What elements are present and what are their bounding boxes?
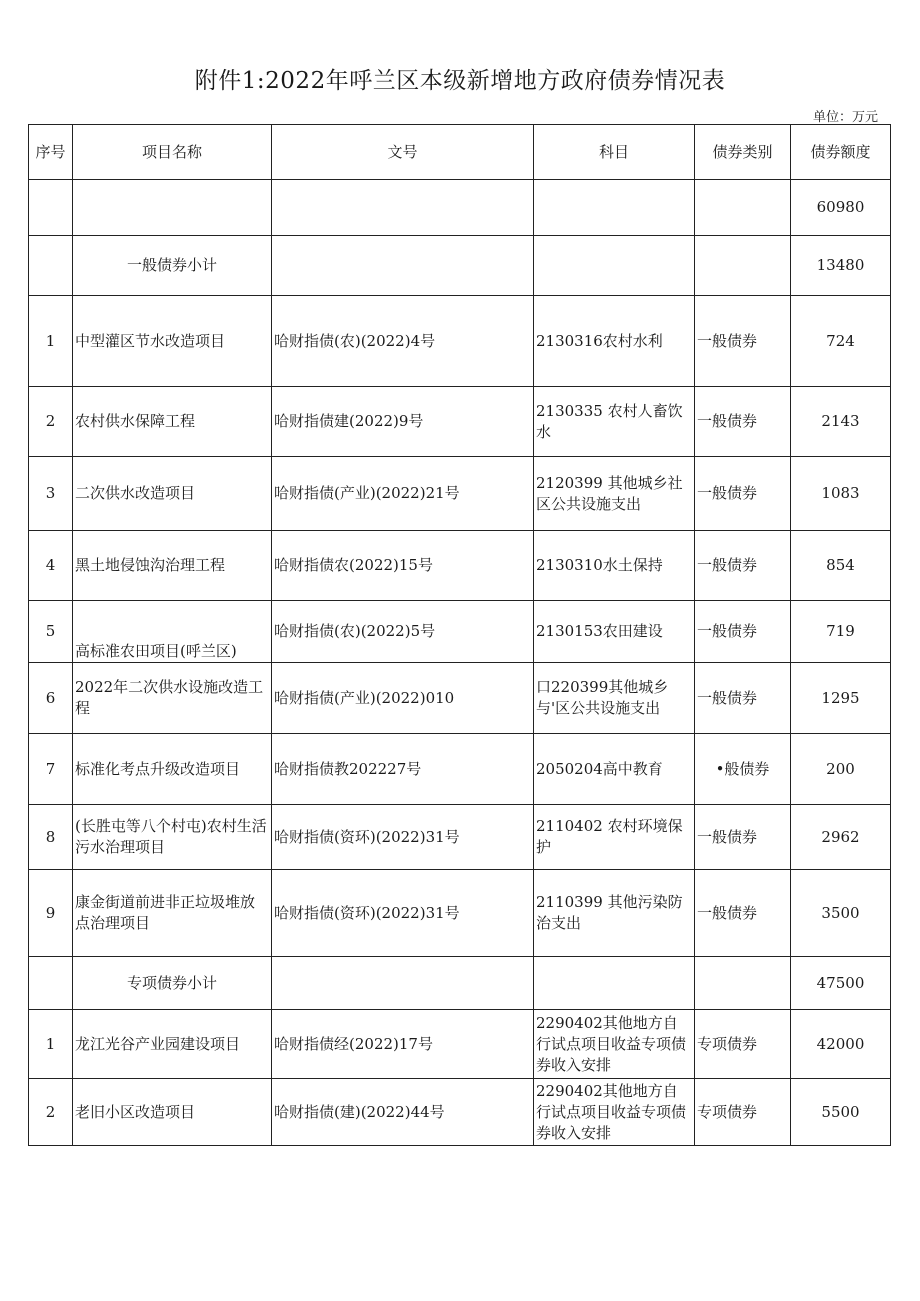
header-cell: 序号 <box>29 125 73 180</box>
row-amount: 5500 <box>791 1079 891 1146</box>
row-name: 农村供水保障工程 <box>73 387 272 457</box>
row-amount: 854 <box>791 531 891 601</box>
table-row <box>29 1010 891 1079</box>
table-row <box>29 805 891 870</box>
row-subject: 2110402 农村环境保护 <box>534 805 695 870</box>
row-name: 二次供水改造项目 <box>73 457 272 531</box>
row-name: 标准化考点升级改造项目 <box>73 734 272 805</box>
header-cell: 科目 <box>534 125 695 180</box>
row-subject: 2130316农村水利 <box>534 296 695 387</box>
header-row <box>29 125 891 180</box>
table-row <box>29 457 891 531</box>
special-subtotal-row <box>29 957 891 1010</box>
row-type: 一般债券 <box>695 531 791 601</box>
row-amount: 719 <box>791 601 891 663</box>
row-amount: 42000 <box>791 1010 891 1079</box>
row-type: 一般债券 <box>695 601 791 663</box>
row-doc: 哈财指债(农)(2022)5号 <box>272 601 534 663</box>
row-no: 9 <box>29 870 73 957</box>
row-type: 专项债券 <box>695 1010 791 1079</box>
special-subtotal-label: 专项债券小计 <box>73 957 272 1010</box>
row-amount: 2143 <box>791 387 891 457</box>
row-doc: 哈财指债教202227号 <box>272 734 534 805</box>
unit-label: 单位：万元 <box>812 110 878 125</box>
row-no: 7 <box>29 734 73 805</box>
header-cell: 债券额度 <box>791 125 891 180</box>
general-subtotal-amount: 13480 <box>791 236 891 296</box>
row-amount: 2962 <box>791 805 891 870</box>
total-amount: 60980 <box>791 180 891 236</box>
row-name: 中型灌区节水改造项目 <box>73 296 272 387</box>
general-subtotal-label: 一般债券小计 <box>73 236 272 296</box>
row-no: 1 <box>29 296 73 387</box>
row-subject: 2130335 农村人畜饮水 <box>534 387 695 457</box>
row-name: (长胜屯等八个村屯)农村生活污水治理项目 <box>73 805 272 870</box>
special-subtotal-amount: 47500 <box>791 957 891 1010</box>
row-subject: 口220399其他城乡与'区公共设施支出 <box>534 663 695 734</box>
row-subject: 2120399 其他城乡社区公共设施支出 <box>534 457 695 531</box>
row-no: 4 <box>29 531 73 601</box>
row-doc: 哈财指债农(2022)15号 <box>272 531 534 601</box>
table-row <box>29 1079 891 1146</box>
table-row <box>29 387 891 457</box>
row-no: 2 <box>29 387 73 457</box>
row-amount: 3500 <box>791 870 891 957</box>
row-amount: 724 <box>791 296 891 387</box>
row-subject: 2050204高中教育 <box>534 734 695 805</box>
page-title: 附件1:2022年呼兰区本级新增地方政府债券情况表 <box>194 68 726 94</box>
row-type: •般债券 <box>695 734 791 805</box>
row-no: 2 <box>29 1079 73 1146</box>
row-doc: 哈财指债(产业)(2022)010 <box>272 663 534 734</box>
row-no: 5 <box>29 601 73 663</box>
row-type: 一般债券 <box>695 457 791 531</box>
row-doc: 哈财指债(资环)(2022)31号 <box>272 870 534 957</box>
row-type: 一般债券 <box>695 296 791 387</box>
header-cell: 项目名称 <box>73 125 272 180</box>
row-doc: 哈财指债(资环)(2022)31号 <box>272 805 534 870</box>
row-subject: 2130153农田建设 <box>534 601 695 663</box>
row-no: 1 <box>29 1010 73 1079</box>
row-type: 专项债券 <box>695 1079 791 1146</box>
total-row <box>29 180 891 236</box>
row-subject: 2290402其他地方自行试点项目收益专项债券收入安排 <box>534 1079 695 1146</box>
row-no: 6 <box>29 663 73 734</box>
header-cell: 债券类别 <box>695 125 791 180</box>
row-doc: 哈财指债经(2022)17号 <box>272 1010 534 1079</box>
row-doc: 哈财指债建(2022)9号 <box>272 387 534 457</box>
row-name: 康金街道前进非正垃圾堆放点治理项目 <box>73 870 272 957</box>
row-type: 一般债券 <box>695 663 791 734</box>
table-row <box>29 601 891 663</box>
row-type: 一般债券 <box>695 870 791 957</box>
row-amount: 1083 <box>791 457 891 531</box>
row-doc: 哈财指债(产业)(2022)21号 <box>272 457 534 531</box>
general-subtotal-row <box>29 236 891 296</box>
row-name: 高标准农田项目(呼兰区) <box>73 601 272 663</box>
row-no: 3 <box>29 457 73 531</box>
row-subject: 2110399 其他污染防治支出 <box>534 870 695 957</box>
row-doc: 哈财指债(建)(2022)44号 <box>272 1079 534 1146</box>
row-subject: 2130310水土保持 <box>534 531 695 601</box>
row-name: 老旧小区改造项目 <box>73 1079 272 1146</box>
row-name: 龙江光谷产业园建设项目 <box>73 1010 272 1079</box>
row-name: 2022年二次供水设施改造工程 <box>73 663 272 734</box>
row-type: 一般债券 <box>695 387 791 457</box>
row-subject: 2290402其他地方自行试点项目收益专项债券收入安排 <box>534 1010 695 1079</box>
row-doc: 哈财指债(农)(2022)4号 <box>272 296 534 387</box>
table-row <box>29 296 891 387</box>
row-amount: 200 <box>791 734 891 805</box>
table-row <box>29 870 891 957</box>
row-amount: 1295 <box>791 663 891 734</box>
row-name: 黑土地侵蚀沟治理工程 <box>73 531 272 601</box>
row-no: 8 <box>29 805 73 870</box>
bond-table <box>28 124 891 1146</box>
table-row <box>29 531 891 601</box>
table-row <box>29 663 891 734</box>
header-cell: 文号 <box>272 125 534 180</box>
table-row <box>29 734 891 805</box>
row-type: 一般债券 <box>695 805 791 870</box>
